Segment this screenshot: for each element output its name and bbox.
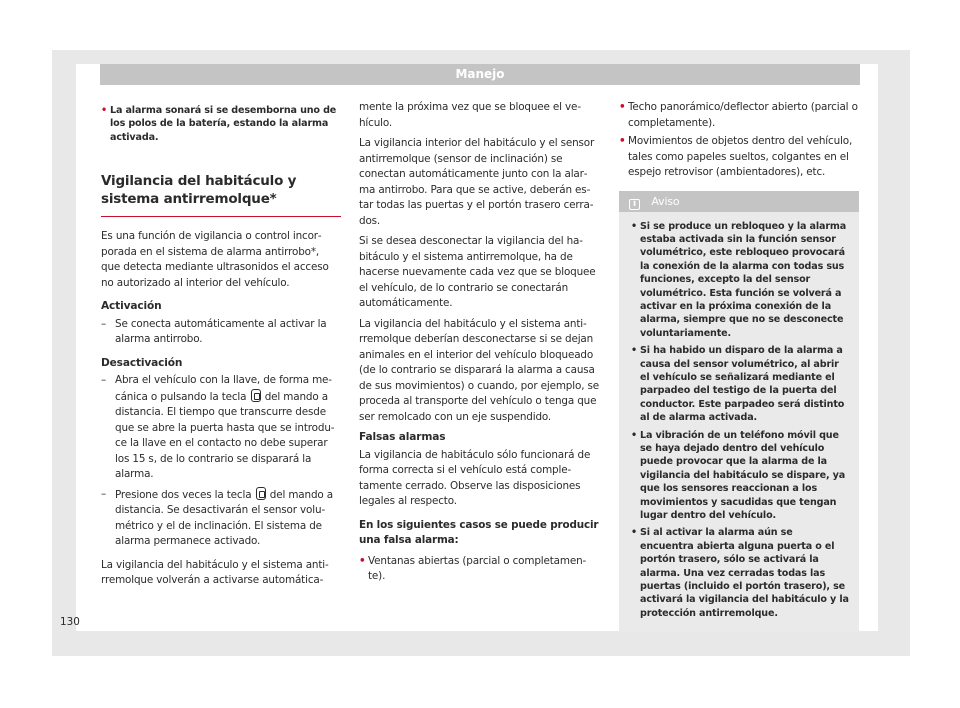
unlock-key-icon [251, 389, 261, 402]
aviso-item: • La vibración de un teléfono móvil que se haya dejado dentro del vehículo puede provocar que la alarma de la vigilancia del habitáculo se dispare, ya que los sensores reaccionan a los movimientos y sacudidas que tengan lugar dentro del vehículo. [631, 429, 846, 522]
dash-icon: – [101, 317, 107, 330]
subheading-desactivacion: Desactivación [101, 356, 183, 369]
aviso-item: • Si ha habido un disparo de la alarma a causa del sensor volumétrico, al abrir el vehículo se señalizará mediante el parpadeo del testigo de la puerta del conductor. Este parpadeo será distinto al de alarma activada. [631, 345, 845, 424]
aviso-item: • Si se produce un rebloqueo y la alarma estaba activada sin la función sensor volumétrico, este rebloqueo provocará la conexión de la alarma con todas sus funciones, excepto la del sensor volumétrico. Esta función se volverá a activar en la próxima conexión de la alarma, siempre que no se desconecte voluntariamente. [631, 220, 847, 339]
info-icon: i [629, 199, 640, 210]
column-left [101, 104, 341, 594]
aviso-item: • Si al activar la alarma aún se encuentra abierta alguna puerta o el portón trasero, sólo se activará la alarma. Una vez cerradas todas las puertas (incluido el portón trasero), se activará la vigilancia del habitáculo y la protección antirremolque. [631, 527, 849, 619]
subheading-activacion: Activación [101, 300, 162, 313]
column-right [619, 100, 859, 632]
bullet-icon: • [101, 105, 107, 116]
bullet-icon: • [619, 135, 626, 147]
bullet-icon: • [359, 554, 366, 567]
column-middle [359, 100, 599, 585]
paragraph: Si se desea desconectar la vigilancia del habitáculo y el sistema antirremolque, ha de hacerse nuevamente cada vez que se bloquee el vehículo, de lo contrario se conectarán automáticamente. [359, 235, 596, 309]
list-item: – Presione dos veces la tecla del mando a distancia. Se desactivarán el sensor volumétrico y el de inclinación. El sistema de alarma permanece activado. [101, 487, 333, 548]
aviso-box [619, 191, 859, 633]
paragraph: La vigilancia de habitáculo sólo funcionará de forma correcta si el vehículo está completamente cerrado. Observe las disposiciones legales al respecto. [359, 448, 591, 507]
bullet-icon: • [631, 527, 637, 539]
list-item: • Movimientos de objetos dentro del vehículo, tales como papeles sueltos, colgantes en el espejo retrovisor (ambientadores), etc. [619, 135, 853, 178]
bullet-icon: • [631, 220, 637, 232]
paragraph: La vigilancia interior del habitáculo y el sensor antirremolque (sensor de inclinación) se conectan automáticamente junto con la alarma antirrobo. Para que se active, deberán estar todas las puertas y el portón trasero cerrados. [359, 137, 595, 227]
list-item: • Techo panorámico/deflector abierto (parcial o completamente). [619, 101, 858, 129]
aviso-body [619, 212, 859, 633]
dash-icon: – [101, 374, 107, 387]
paragraph: La vigilancia del habitáculo y el sistema antirremolque deberían desconectarse si se dejan animales en el interior del vehículo bloqueado (de lo contrario se disparará la alarma a causa de sus movimientos) o cuando, por ejemplo, se proceda al transporte del vehículo o tenga que ser remolcado con un eje suspendido. [359, 317, 600, 423]
page-number: 130 [60, 616, 80, 628]
intro-bullet: • La alarma sonará si se desemborna uno de los polos de la batería, estando la alarma activada. [101, 105, 337, 143]
casos-heading: En los siguientes casos se puede producir una falsa alarma: [359, 518, 599, 546]
paragraph: La vigilancia del habitáculo y el sistema antirremolque volverán a activarse automática- [101, 558, 329, 587]
section-header: Manejo [100, 64, 860, 85]
bullet-icon: • [631, 429, 637, 441]
bullet-icon: • [619, 101, 626, 113]
list-item: – Se conecta automáticamente al activar la alarma antirrobo. [101, 317, 327, 346]
dash-icon: – [101, 487, 107, 500]
paragraph: Es una función de vigilancia o control incorporada en el sistema de alarma antirrobo*, que detecta mediante ultrasonidos el acceso no autorizado al interior del vehículo. [101, 230, 329, 289]
bullet-icon: • [631, 345, 637, 357]
list-item: • Ventanas abiertas (parcial o completamente). [359, 554, 587, 582]
paragraph: mente la próxima vez que se bloquee el vehículo. [359, 101, 582, 129]
list-item: – Abra el vehículo con la llave, de forma mecánica o pulsando la tecla del mando a distancia. El tiempo que transcurre desde que se abre la puerta hasta que se introduce la llave en el contacto no debe superar los 15 s, de lo contrario se disparará la alarma. [101, 374, 335, 481]
lock-key-icon [256, 487, 266, 500]
aviso-header: i Aviso [619, 191, 859, 212]
section-heading: Vigilancia del habitáculo y sistema antirremolque* [101, 172, 341, 217]
subheading-falsas-alarmas: Falsas alarmas [359, 431, 446, 443]
